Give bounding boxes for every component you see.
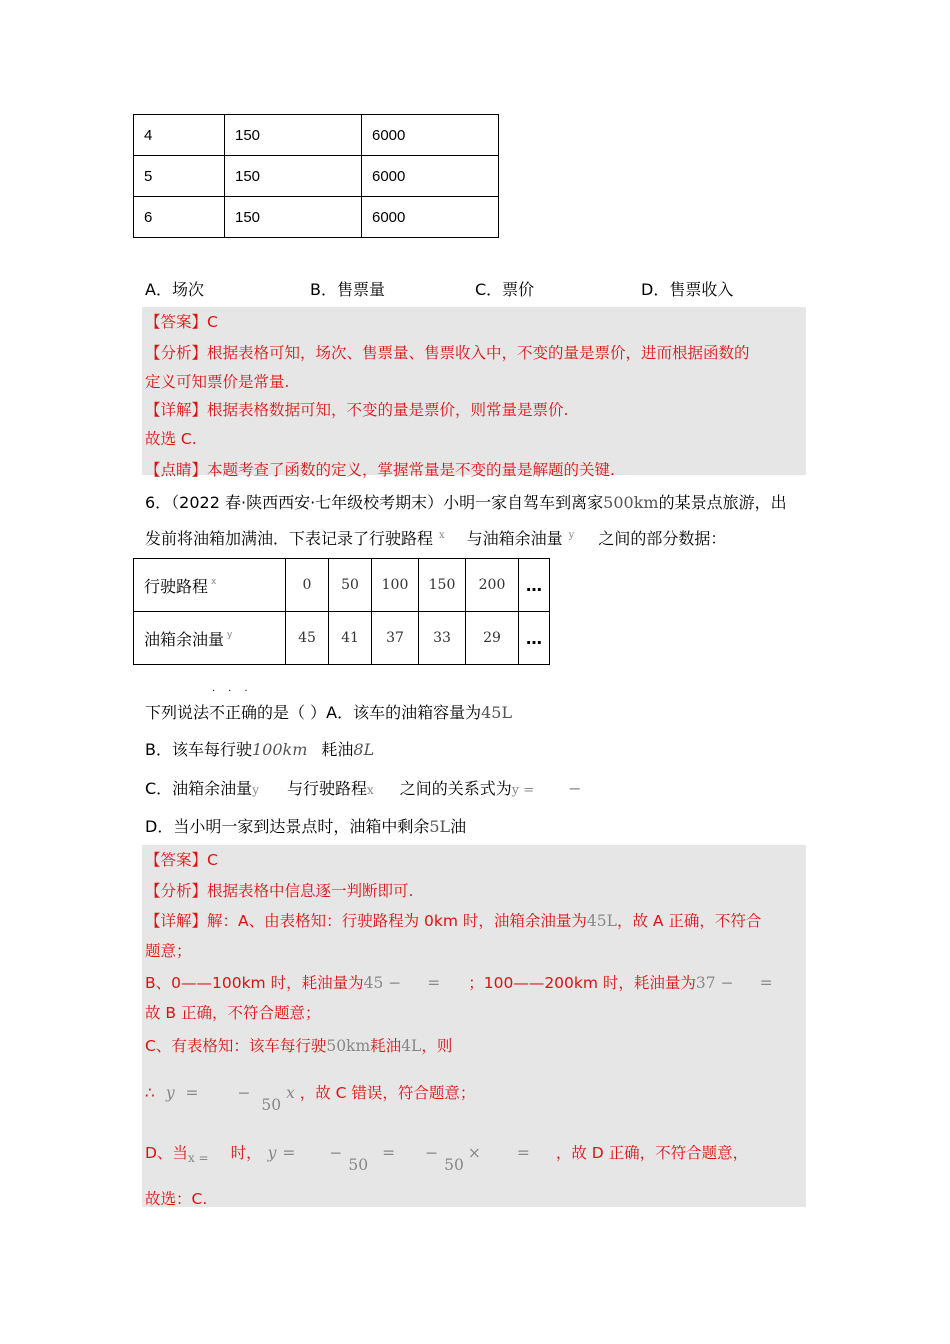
equals-sign: = [516, 1144, 530, 1162]
label-text: 行驶路程 [144, 576, 209, 596]
table-tickets [133, 114, 499, 238]
minus-sign: − [329, 1144, 343, 1162]
detail-text: 耗油 [370, 1037, 402, 1055]
detail-c-line [145, 1034, 452, 1056]
final-choice-line: 故选：C. [145, 1190, 208, 1208]
table-cell: 150 [225, 197, 362, 238]
var-y: y [227, 629, 233, 640]
table-row [134, 197, 499, 238]
table-cell: 200 [466, 559, 519, 612]
var-y: y [568, 530, 575, 541]
stem-text: 之间的关系式为 [399, 779, 512, 798]
equals-sign: = [382, 1144, 396, 1162]
table-row [134, 559, 550, 612]
stem-text: D．当小明一家到达景点时，油箱中剩余 [145, 817, 430, 836]
row-label [134, 612, 286, 665]
equals-sign: = [759, 974, 773, 992]
stem-text: 发前将油箱加满油．下表记录了行驶路程 [145, 529, 434, 548]
detail-line: 【详解】根据表格数据可知，不变的量是票价，则常量是票价. [145, 401, 569, 419]
var-x: x [439, 530, 445, 541]
stem-text: 下列说法 [145, 703, 210, 722]
table-cell: 100 [372, 559, 419, 612]
option-c: C．票价 [475, 280, 535, 299]
detail-text: D、当 [145, 1144, 188, 1162]
equals-sign: = [427, 974, 441, 992]
therefore-symbol: ∴ [145, 1084, 155, 1102]
detail-text: ，则 [421, 1037, 453, 1055]
choice-line: 故选 C. [145, 430, 197, 448]
detail-text: ，故 D 正确，不符合题意， [555, 1144, 749, 1162]
detail-text: 【详解】解：A、由表格知：行驶路程为 0km 时，油箱余油量为 [145, 912, 587, 930]
distance-value: 500km [603, 493, 659, 512]
detail-text: B、0——100km 时，耗油量为 [145, 974, 364, 992]
detail-d-line [145, 1141, 749, 1174]
minus-sign: − [425, 1144, 439, 1162]
label-text: 油箱余油量 [144, 629, 225, 649]
comment-line: 【点睛】本题考查了函数的定义，掌握常量是不变的量是解题的关键. [145, 461, 615, 479]
stem-text: C．油箱余油量 [145, 779, 253, 798]
equation: y = [511, 783, 535, 798]
option-b: B．售票量 [310, 280, 385, 299]
expression: 37 − [695, 974, 734, 992]
table-cell: 45 [286, 612, 329, 665]
q6-option-a [145, 700, 512, 723]
stem-text: 油 [450, 817, 467, 836]
analysis-line: 【分析】根据表格可知，场次、售票量、售票收入中，不变的量是票价，进而根据函数的 [145, 344, 750, 362]
distance-value: 100km [251, 740, 308, 759]
table-cell: 4 [134, 115, 225, 156]
fraction-denominator: 50 [348, 1156, 369, 1174]
stem-text: 之间的部分数据： [598, 529, 727, 548]
stem-text: 与油箱余油量 [466, 529, 563, 548]
detail-c-formula [145, 1081, 476, 1114]
minus-sign: − [568, 779, 582, 798]
capacity-value: 45L [586, 912, 617, 930]
fuel-value: 8L [353, 740, 375, 759]
stem-text: 与行驶路程 [286, 779, 367, 798]
table-cell: 6000 [362, 115, 499, 156]
detail-b-line-2: 故 B 正确，不符合题意； [145, 1004, 321, 1022]
q6-stem-line-2 [145, 526, 726, 549]
fuel-value: 5L [429, 817, 451, 836]
table-cell: 150 [419, 559, 466, 612]
option-d: D．售票收入 [641, 280, 734, 299]
detail-text: 时， [230, 1144, 262, 1162]
stem-text: 耗油 [321, 740, 354, 759]
detail-text: ，故 A 正确，不符合 [616, 912, 762, 930]
table-fuel [133, 558, 550, 665]
var-x: x [366, 783, 374, 797]
q6-answer-block [142, 845, 806, 1207]
detail-line [145, 909, 761, 931]
option-a: A．场次 [145, 280, 204, 299]
detail-text: ；100——200km 时，耗油量为 [468, 974, 696, 992]
var-y: y [165, 1084, 175, 1102]
fuel-value: 4L [401, 1037, 422, 1055]
fraction-denominator: 50 [444, 1156, 464, 1174]
table-cell: 150 [225, 156, 362, 197]
q5-answer-block [142, 307, 806, 479]
table-row [134, 156, 499, 197]
capacity-value: 45L [481, 703, 513, 722]
q6-option-d [145, 814, 466, 837]
q6-stem-line-1 [145, 490, 787, 513]
distance-value: 50km [326, 1037, 371, 1055]
table-cell: 150 [225, 115, 362, 156]
var-x: x [211, 576, 217, 587]
equals-sign: = [185, 1084, 199, 1102]
stem-text: 的是（ ）A．该车的油箱容量为 [257, 703, 482, 722]
detail-line-2: 题意； [145, 942, 192, 960]
table-cell: 41 [329, 612, 372, 665]
fraction-denominator: 50 [261, 1096, 282, 1114]
var-x: x [286, 1084, 295, 1102]
stem-text: 的某景点旅游，出 [658, 493, 787, 512]
table-cell: 6 [134, 197, 225, 238]
table-cell: … [519, 559, 550, 612]
minus-sign: − [237, 1084, 251, 1102]
analysis-line-2: 定义可知票价是常量. [145, 373, 290, 391]
equals-sign: = [282, 1144, 296, 1162]
table-row [134, 612, 550, 665]
analysis-line: 【分析】根据表格中信息逐一判断即可. [145, 882, 414, 900]
equation: x = [187, 1151, 209, 1165]
var-y: y [267, 1144, 277, 1162]
stem-text: B．该车每行驶 [145, 740, 252, 759]
table-cell: 29 [466, 612, 519, 665]
emphasis-text: 不正确 [209, 703, 258, 722]
detail-text: ，故 C 错误，符合题意； [299, 1084, 476, 1102]
table-cell: 5 [134, 156, 225, 197]
detail-text: C、有表格知：该车每行驶 [145, 1037, 327, 1055]
table-cell: 0 [286, 559, 329, 612]
answer-line: 【答案】C [145, 313, 218, 331]
row-label [134, 559, 286, 612]
q6-option-b [145, 737, 374, 760]
table-cell: 50 [329, 559, 372, 612]
times-sign: × [467, 1144, 481, 1162]
table-cell: 33 [419, 612, 466, 665]
table-cell: … [519, 612, 550, 665]
table-cell: 6000 [362, 156, 499, 197]
table-row [134, 115, 499, 156]
var-y: y [252, 783, 259, 797]
expression: 45 − [363, 974, 402, 992]
stem-text: 6．（2022 春·陕西西安·七年级校考期末）小明一家自驾车到离家 [145, 493, 604, 512]
table-cell: 37 [372, 612, 419, 665]
emphasis-dots: ··· [212, 686, 261, 697]
answer-line: 【答案】C [145, 851, 218, 869]
detail-b-line [145, 971, 773, 993]
q6-option-c [145, 776, 582, 799]
table-cell: 6000 [362, 197, 499, 238]
